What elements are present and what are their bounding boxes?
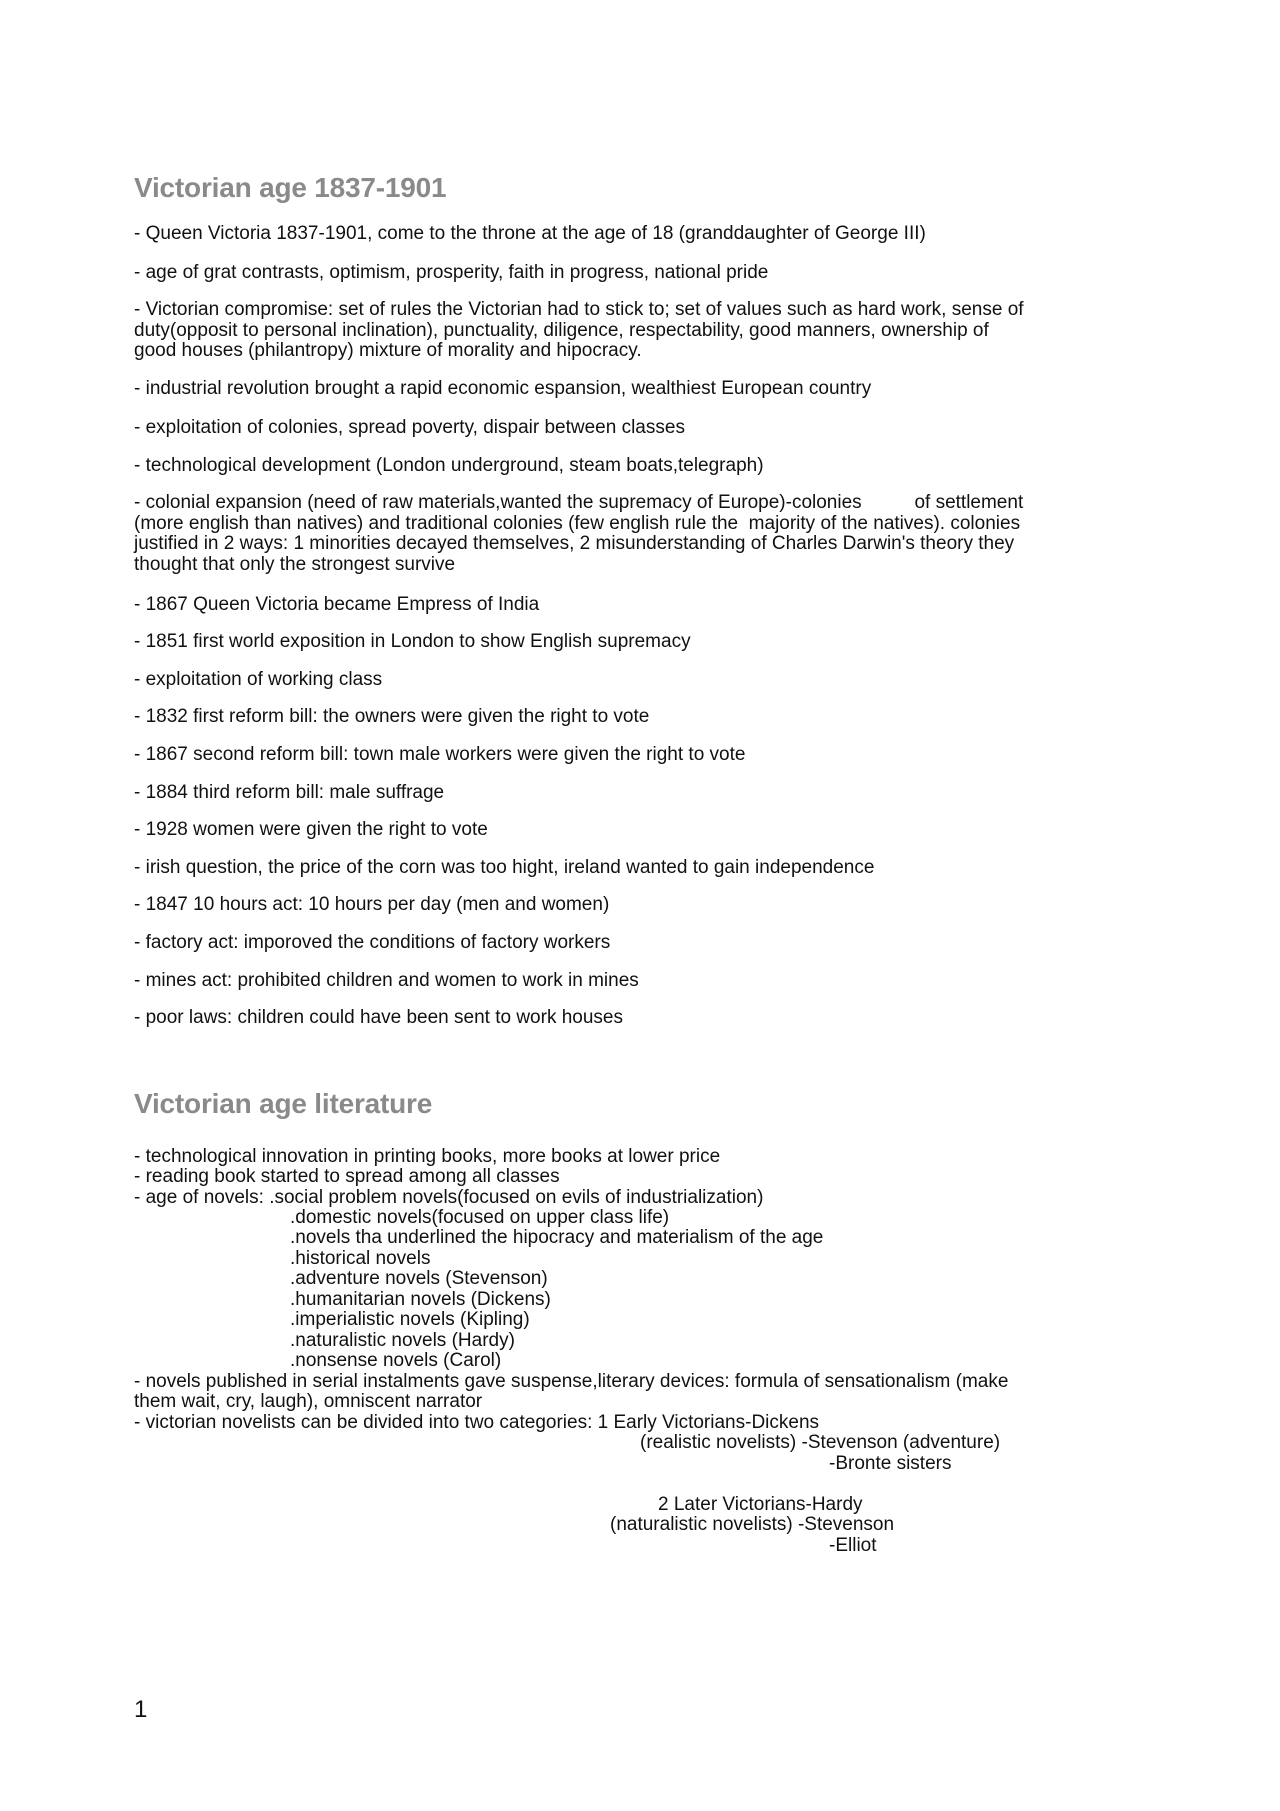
bullet-women-vote: - 1928 women were given the right to vote: [134, 819, 488, 840]
lit-novel-type: .domestic novels(focused on upper class life): [290, 1207, 670, 1228]
bullet-first-reform-bill: - 1832 first reform bill: the owners were given the right to vote: [134, 706, 650, 727]
paragraph-line: justified in 2 ways: 1 minorities decayed themselves, 2 misunderstanding of Charles Darwin's theory they: [134, 533, 1015, 554]
paragraph-line: thought that only the strongest survive: [134, 553, 456, 575]
bullet-industrial-revolution: - industrial revolution brought a rapid economic espansion, wealthiest European country: [134, 378, 872, 399]
paragraph-line: good houses (philantropy) mixture of morality and hipocracy.: [134, 340, 642, 361]
lit-novel-type: .adventure novels (Stevenson): [290, 1268, 548, 1289]
bullet-exploitation-working-class: - exploitation of working class: [134, 669, 383, 690]
bullet-age-of-contrasts: - age of grat contrasts, optimism, prosperity, faith in progress, national pride: [134, 262, 769, 283]
paragraph-line: duty(opposit to personal inclination), punctuality, diligence, respectability, good manners, ownership of: [134, 319, 989, 341]
bullet-second-reform-bill: - 1867 second reform bill: town male workers were given the right to vote: [134, 744, 746, 765]
paragraph-line: - colonial expansion (need of raw materials,wanted the supremacy of Europe)-colonies of settlement: [134, 492, 1024, 513]
bullet-technological-development: - technological development (London underground, steam boats,telegraph): [134, 455, 764, 476]
lit-line-omniscent-narrator: them wait, cry, laugh), omniscent narrator: [134, 1391, 483, 1412]
lit-later-victorians: 2 Later Victorians-Hardy: [658, 1494, 863, 1515]
bullet-irish-question: - irish question, the price of the corn was too hight, ireland wanted to gain independence: [134, 857, 875, 878]
bullet-victorian-compromise: [134, 300, 1154, 362]
bullet-world-exposition: - 1851 first world exposition in London to show English supremacy: [134, 631, 691, 652]
bullet-factory-act: - factory act: imporoved the conditions of factory workers: [134, 932, 611, 953]
lit-novel-type: .historical novels: [290, 1248, 431, 1269]
lit-line-two-categories: - victorian novelists can be divided into two categories: 1 Early Victorians-Dickens: [134, 1412, 820, 1433]
bullet-ten-hours-act: - 1847 10 hours act: 10 hours per day (men and women): [134, 894, 610, 915]
lit-elliot: -Elliot: [829, 1535, 877, 1556]
paragraph-line: (more english than natives) and traditional colonies (few english rule the majority of the natives). colonies: [134, 512, 1021, 534]
lit-novel-type: .nonsense novels (Carol): [290, 1350, 502, 1371]
bullet-poor-laws: - poor laws: children could have been sent to work houses: [134, 1007, 623, 1028]
lit-realistic-novelists: (realistic novelists) -Stevenson (adventure): [640, 1432, 1001, 1453]
lit-naturalistic-novelists: (naturalistic novelists) -Stevenson: [610, 1514, 895, 1535]
bullet-exploitation-colonies: - exploitation of colonies, spread poverty, dispair between classes: [134, 417, 685, 438]
bullet-colonial-expansion: [134, 493, 1154, 575]
lit-novel-type: .naturalistic novels (Hardy): [290, 1330, 515, 1351]
page-number: 1: [134, 1696, 148, 1723]
lit-line-serial-instalments: - novels published in serial instalments gave suspense,literary devices: formula of sensationalism (make: [134, 1371, 1009, 1392]
section-title-victorian-age: Victorian age 1837-1901: [134, 172, 447, 203]
bullet-empress-of-india: - 1867 Queen Victoria became Empress of India: [134, 594, 540, 615]
lit-novel-type: .novels tha underlined the hipocracy and materialism of the age: [290, 1227, 824, 1248]
paragraph-line: - Victorian compromise: set of rules the Victorian had to stick to; set of values such as hard work, sense of: [134, 299, 1024, 320]
section-title-literature: Victorian age literature: [134, 1088, 433, 1119]
lit-line-reading: - reading book started to spread among all classes: [134, 1166, 560, 1187]
bullet-third-reform-bill: - 1884 third reform bill: male suffrage: [134, 782, 445, 803]
lit-line-age-of-novels: - age of novels: .social problem novels(focused on evils of industrialization): [134, 1187, 764, 1208]
lit-novel-type: .humanitarian novels (Dickens): [290, 1289, 551, 1310]
bullet-mines-act: - mines act: prohibited children and women to work in mines: [134, 970, 639, 991]
lit-bronte-sisters: -Bronte sisters: [829, 1453, 952, 1474]
bullet-queen-victoria: - Queen Victoria 1837-1901, come to the throne at the age of 18 (granddaughter of George III): [134, 223, 926, 244]
lit-line-printing: - technological innovation in printing books, more books at lower price: [134, 1146, 721, 1167]
lit-novel-type: .imperialistic novels (Kipling): [290, 1309, 530, 1330]
